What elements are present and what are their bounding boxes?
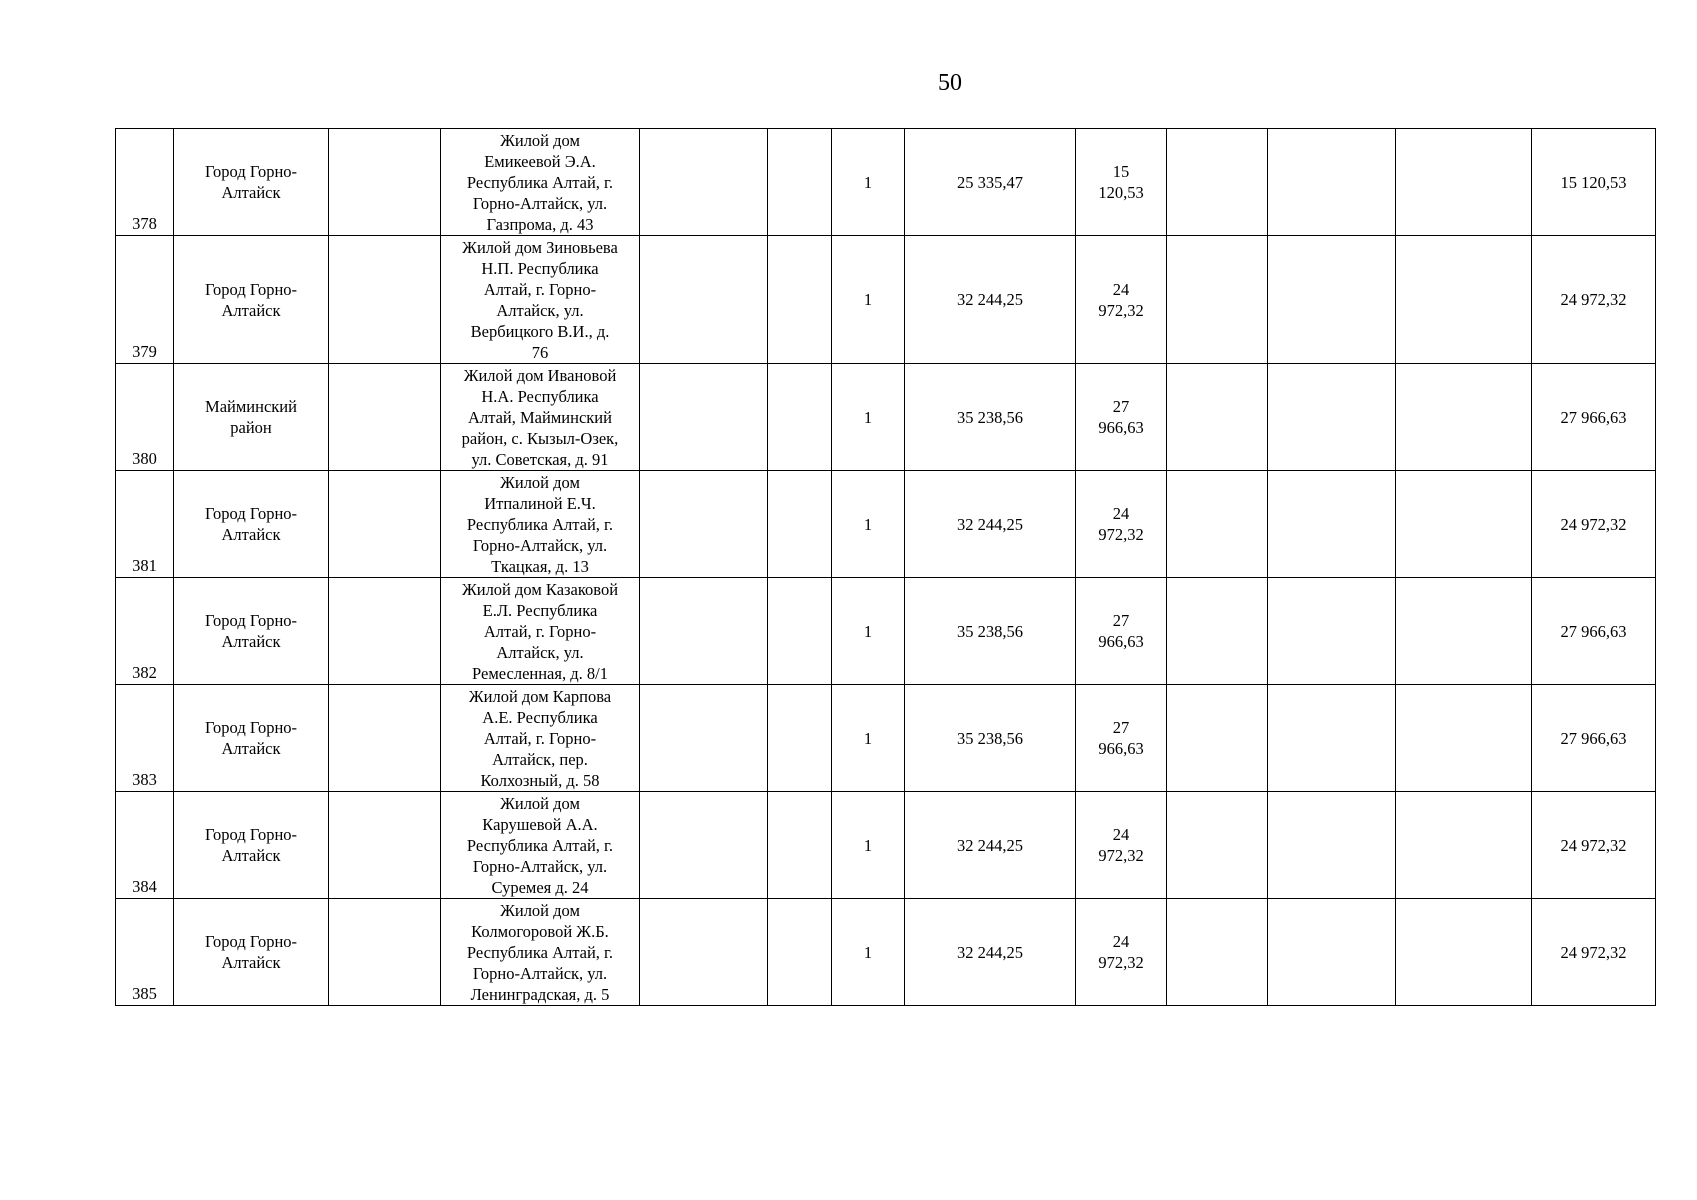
quantity-cell-text: 1 (863, 514, 873, 534)
empty-cell-6 (768, 364, 832, 471)
cost-cell (905, 685, 1076, 792)
empty-cell-6 (768, 236, 832, 364)
quantity-cell (832, 899, 905, 1006)
empty-cell-3 (329, 792, 441, 899)
empty-cell-11 (1268, 129, 1396, 236)
quantity-cell (832, 471, 905, 578)
object-address-cell (441, 899, 640, 1006)
municipality-cell (174, 899, 329, 1006)
municipality-cell-text: Город Горно- Алтайск (204, 504, 298, 544)
table-body (116, 129, 1656, 1006)
empty-cell-5 (640, 471, 768, 578)
empty-cell-3 (329, 364, 441, 471)
empty-cell-3 (329, 129, 441, 236)
table-row (116, 129, 1656, 236)
empty-cell-10 (1167, 685, 1268, 792)
cost-cell-text: 32 244,25 (957, 942, 1023, 962)
cost-cell (905, 471, 1076, 578)
object-address-cell-text: Жилой дом Карушевой А.А. Республика Алтай, г. Горно-Алтайск, ул. Суремея д. 24 (466, 793, 614, 897)
total-cell (1532, 471, 1656, 578)
amount-cell-text: 27 966,63 (1098, 611, 1144, 651)
object-address-cell-text: Жилой дом Карпова А.Е. Республика Алтай, г. Горно- Алтайск, пер. Колхозный, д. 58 (468, 686, 612, 790)
row-number-cell (116, 471, 174, 578)
quantity-cell-text: 1 (863, 407, 873, 427)
amount-cell-text: 27 966,63 (1098, 718, 1144, 758)
empty-cell-3 (329, 471, 441, 578)
quantity-cell-text: 1 (863, 290, 873, 309)
total-cell-text: 24 972,32 (1560, 835, 1627, 855)
total-cell (1532, 685, 1656, 792)
municipality-cell (174, 792, 329, 899)
total-cell-text: 15 120,53 (1560, 172, 1627, 192)
object-address-cell-text: Жилой дом Колмогоровой Ж.Б. Республика Алтай, г. Горно-Алтайск, ул. Ленинградская, д. 5 (466, 900, 614, 1004)
empty-cell-12 (1396, 236, 1532, 364)
object-address-cell (441, 236, 640, 364)
amount-cell (1076, 129, 1167, 236)
municipality-cell-text: Город Горно- Алтайск (204, 162, 298, 202)
object-address-cell (441, 578, 640, 685)
row-number-cell-text: 381 (132, 556, 157, 575)
empty-cell-12 (1396, 899, 1532, 1006)
cost-cell-text: 32 244,25 (957, 514, 1023, 534)
object-address-cell-text: Жилой дом Ивановой Н.А. Республика Алтай, Майминский район, с. Кызыл-Озек, ул. Советская, д. 91 (461, 365, 619, 469)
cost-cell-text: 32 244,25 (957, 835, 1023, 855)
object-address-cell-text: Жилой дом Зиновьева Н.П. Республика Алтай, г. Горно- Алтайск, ул. Вербицкого В.И., д. 76 (462, 237, 618, 362)
total-cell (1532, 899, 1656, 1006)
object-address-cell-text: Жилой дом Итпалиной Е.Ч. Республика Алтай, г. Горно-Алтайск, ул. Ткацкая, д. 13 (466, 472, 614, 576)
empty-cell-10 (1167, 899, 1268, 1006)
quantity-cell (832, 685, 905, 792)
empty-cell-3 (329, 685, 441, 792)
total-cell-text: 27 966,63 (1560, 407, 1627, 427)
empty-cell-6 (768, 899, 832, 1006)
municipality-cell-text: Город Горно- Алтайск (204, 279, 298, 320)
quantity-cell-text: 1 (863, 621, 873, 641)
empty-cell-5 (640, 899, 768, 1006)
empty-cell-10 (1167, 578, 1268, 685)
cost-cell-text: 35 238,56 (957, 621, 1023, 641)
empty-cell-11 (1268, 899, 1396, 1006)
total-cell-text: 24 972,32 (1560, 290, 1627, 309)
total-cell (1532, 364, 1656, 471)
total-cell (1532, 236, 1656, 364)
quantity-cell-text: 1 (863, 728, 873, 748)
empty-cell-5 (640, 792, 768, 899)
empty-cell-6 (768, 129, 832, 236)
row-number-cell (116, 899, 174, 1006)
total-cell (1532, 129, 1656, 236)
quantity-cell (832, 236, 905, 364)
amount-cell-text: 24 972,32 (1098, 825, 1144, 865)
quantity-cell (832, 129, 905, 236)
municipality-cell-text: Город Горно- Алтайск (204, 825, 298, 865)
municipality-cell-text: Город Горно- Алтайск (204, 611, 298, 651)
empty-cell-11 (1268, 236, 1396, 364)
total-cell (1532, 792, 1656, 899)
table-row (116, 578, 1656, 685)
municipality-cell-text: Майминский район (205, 397, 297, 437)
cost-cell (905, 236, 1076, 364)
row-number-cell-text: 382 (132, 663, 157, 682)
cost-cell (905, 578, 1076, 685)
row-number-cell (116, 685, 174, 792)
empty-cell-10 (1167, 236, 1268, 364)
municipality-cell-text: Город Горно- Алтайск (204, 718, 298, 758)
cost-cell (905, 364, 1076, 471)
empty-cell-6 (768, 685, 832, 792)
row-number-cell (116, 236, 174, 364)
total-cell-text: 24 972,32 (1560, 942, 1627, 962)
cost-cell (905, 899, 1076, 1006)
empty-cell-3 (329, 578, 441, 685)
municipality-cell (174, 578, 329, 685)
object-address-cell (441, 364, 640, 471)
amount-cell (1076, 364, 1167, 471)
empty-cell-3 (329, 899, 441, 1006)
empty-cell-6 (768, 471, 832, 578)
quantity-cell-text: 1 (863, 835, 873, 855)
table-row (116, 471, 1656, 578)
empty-cell-12 (1396, 471, 1532, 578)
quantity-cell-text: 1 (863, 942, 873, 962)
amount-cell (1076, 685, 1167, 792)
empty-cell-6 (768, 792, 832, 899)
empty-cell-10 (1167, 364, 1268, 471)
municipality-cell (174, 685, 329, 792)
total-cell-text: 24 972,32 (1560, 514, 1627, 534)
object-address-cell-text: Жилой дом Емикеевой Э.А. Республика Алтай, г. Горно-Алтайск, ул. Газпрома, д. 43 (466, 130, 614, 234)
cost-cell-text: 35 238,56 (957, 407, 1023, 427)
row-number-cell (116, 364, 174, 471)
row-number-cell-text: 384 (132, 877, 157, 896)
quantity-cell (832, 364, 905, 471)
registry-table (115, 128, 1656, 1006)
empty-cell-11 (1268, 364, 1396, 471)
object-address-cell (441, 792, 640, 899)
empty-cell-12 (1396, 792, 1532, 899)
empty-cell-10 (1167, 129, 1268, 236)
table-row (116, 685, 1656, 792)
empty-cell-11 (1268, 578, 1396, 685)
amount-cell-text: 27 966,63 (1098, 397, 1144, 437)
row-number-cell (116, 792, 174, 899)
amount-cell-text: 24 972,32 (1098, 279, 1144, 320)
table-row (116, 899, 1656, 1006)
row-number-cell-text: 378 (132, 214, 157, 233)
empty-cell-11 (1268, 471, 1396, 578)
amount-cell-text: 24 972,32 (1098, 932, 1144, 972)
object-address-cell (441, 471, 640, 578)
amount-cell (1076, 792, 1167, 899)
cost-cell-text: 32 244,25 (957, 290, 1023, 309)
amount-cell (1076, 899, 1167, 1006)
row-number-cell-text: 379 (132, 342, 157, 361)
row-number-cell (116, 129, 174, 236)
empty-cell-3 (329, 236, 441, 364)
municipality-cell-text: Город Горно- Алтайск (204, 932, 298, 972)
row-number-cell-text: 383 (132, 770, 157, 789)
row-number-cell (116, 578, 174, 685)
table-row (116, 792, 1656, 899)
table-row (116, 364, 1656, 471)
empty-cell-11 (1268, 792, 1396, 899)
amount-cell (1076, 236, 1167, 364)
amount-cell-text: 24 972,32 (1098, 504, 1144, 544)
quantity-cell-text: 1 (863, 172, 873, 192)
empty-cell-5 (640, 364, 768, 471)
municipality-cell (174, 129, 329, 236)
empty-cell-6 (768, 578, 832, 685)
municipality-cell (174, 471, 329, 578)
empty-cell-10 (1167, 792, 1268, 899)
quantity-cell (832, 792, 905, 899)
page-number: 50 (938, 70, 962, 96)
total-cell-text: 27 966,63 (1560, 728, 1627, 748)
cost-cell-text: 25 335,47 (957, 172, 1023, 192)
table-row (116, 236, 1656, 364)
total-cell-text: 27 966,63 (1560, 621, 1627, 641)
empty-cell-12 (1396, 578, 1532, 685)
empty-cell-5 (640, 129, 768, 236)
empty-cell-12 (1396, 685, 1532, 792)
cost-cell-text: 35 238,56 (957, 728, 1023, 748)
amount-cell (1076, 578, 1167, 685)
empty-cell-12 (1396, 129, 1532, 236)
object-address-cell (441, 129, 640, 236)
empty-cell-5 (640, 578, 768, 685)
empty-cell-5 (640, 685, 768, 792)
empty-cell-12 (1396, 364, 1532, 471)
object-address-cell (441, 685, 640, 792)
object-address-cell-text: Жилой дом Казаковой Е.Л. Республика Алтай, г. Горно- Алтайск, ул. Ремесленная, д. 8/1 (461, 579, 619, 683)
amount-cell (1076, 471, 1167, 578)
empty-cell-5 (640, 236, 768, 364)
total-cell (1532, 578, 1656, 685)
row-number-cell-text: 385 (132, 984, 157, 1003)
row-number-cell-text: 380 (132, 449, 157, 468)
empty-cell-10 (1167, 471, 1268, 578)
amount-cell-text: 15 120,53 (1098, 162, 1144, 202)
municipality-cell (174, 236, 329, 364)
empty-cell-11 (1268, 685, 1396, 792)
municipality-cell (174, 364, 329, 471)
cost-cell (905, 129, 1076, 236)
quantity-cell (832, 578, 905, 685)
cost-cell (905, 792, 1076, 899)
